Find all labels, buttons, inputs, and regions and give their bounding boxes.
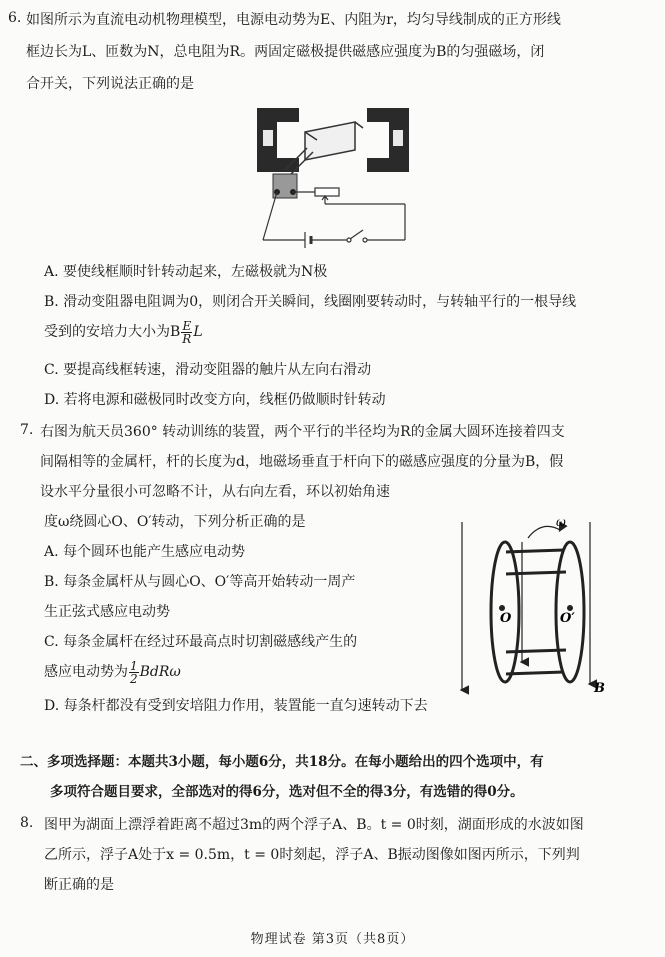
question-6-number: 6. (8, 10, 22, 26)
q6-option-b-prefix: 受到的安培力大小为B (44, 324, 181, 340)
q7-option-b-line-2: 生正弦式感应电动势 (44, 604, 170, 620)
question-7-number: 7. (20, 422, 34, 438)
fraction-numerator: E (182, 318, 192, 333)
q7-stem-line-2: 间隔相等的金属杆，杆的长度为d，地磁场垂直于杆向下的磁感应强度的分量为B，假 (40, 454, 564, 470)
q7-option-c-prefix: 感应电动势为 (44, 664, 128, 680)
q7-option-d: D. 每条杆都没有受到安培阻力作用，装置能一直匀速转动下去 (44, 698, 428, 714)
q7-option-b-line-1: B. 每条金属杆从与圆心O、O′等高开始转动一周产 (44, 574, 356, 590)
q7-option-a: A. 每个圆环也能产生感应电动势 (44, 544, 246, 560)
q8-stem-line-2: 乙所示，浮子A处于x = 0.5m，t = 0时刻起，浮子A、B振动图像如图丙所示，下列判 (44, 847, 580, 863)
q8-stem-line-1: 图甲为湖面上漂浮着距离不超过3m的两个浮子A、B。t = 0时刻，湖面形成的水波如图 (44, 817, 584, 833)
motor-model-figure (255, 100, 415, 248)
fraction-denominator: 2 (130, 671, 138, 686)
q6-option-b-line-1: B. 滑动变阻器电阻调为0，则闭合开关瞬间，线圈刚要转动时，与转轴平行的一根导线 (44, 294, 577, 310)
omega-label: ω (556, 515, 566, 529)
section-2-heading-line-2: 多项符合题目要求，全部选对的得6分，选对但不全的得3分，有选错的得0分。 (50, 784, 524, 800)
q7-stem-line-1: 右图为航天员360° 转动训练的装置，两个平行的半径均为R的金属大圆环连接着四支 (40, 424, 565, 440)
battery-symbol (305, 232, 347, 248)
section-2-heading-line-1: 二、多项选择题：本题共3小题，每小题6分，共18分。在每小题给出的四个选项中，有 (20, 754, 544, 770)
q7-option-c-suffix: BdRω (139, 664, 181, 680)
q7-stem-line-3: 设水平分量很小可忽略不计，从右向左看，环以初始角速 (40, 484, 390, 500)
q8-stem-line-3: 断正确的是 (44, 877, 114, 893)
magnetic-field-b-label: B (594, 681, 605, 696)
q6-option-b-fraction (181, 320, 192, 345)
q6-stem-line-1: 如图所示为直流电动机物理模型，电源电动势为E、内阻为r，均匀导线制成的正方形线 (26, 12, 561, 28)
q6-option-a: A. 要使线框顺时针转动起来，左磁极就为N极 (44, 264, 328, 280)
q6-stem-line-2: 框边长为L、匝数为N，总电阻为R。两固定磁极提供磁感应强度为B的匀强磁场，闭 (26, 44, 545, 60)
page-footer: 物理试卷 第3页（共8页） (250, 932, 415, 947)
q6-stem-line-3: 合开关，下列说法正确的是 (26, 76, 194, 92)
q7-option-c-fraction (129, 660, 139, 685)
q6-option-c: C. 要提高线框转速，滑动变阻器的触片从左向右滑动 (44, 362, 372, 378)
fraction-numerator: 1 (130, 658, 138, 673)
q6-option-d: D. 若将电源和磁极同时改变方向，线框仍做顺时针转动 (44, 392, 386, 408)
center-o-label: O (500, 611, 512, 626)
question-8-number: 8. (20, 815, 34, 831)
rotating-rings-figure (450, 512, 620, 702)
right-magnet-pole (367, 108, 409, 172)
switch-symbol (347, 230, 367, 242)
q7-option-c-line-2 (44, 658, 181, 686)
fraction-denominator: R (182, 331, 192, 346)
q6-option-b-suffix: L (193, 324, 203, 340)
rheostat (315, 188, 405, 204)
circuit-wires (263, 192, 405, 240)
center-o-prime-label: O′ (560, 611, 575, 626)
q7-stem-line-4: 度ω绕圆心O、O′转动，下列分析正确的是 (44, 514, 306, 530)
q6-option-b-line-2 (44, 318, 203, 346)
q7-option-c-line-1: C. 每条金属杆在经过环最高点时切割磁感线产生的 (44, 634, 358, 650)
